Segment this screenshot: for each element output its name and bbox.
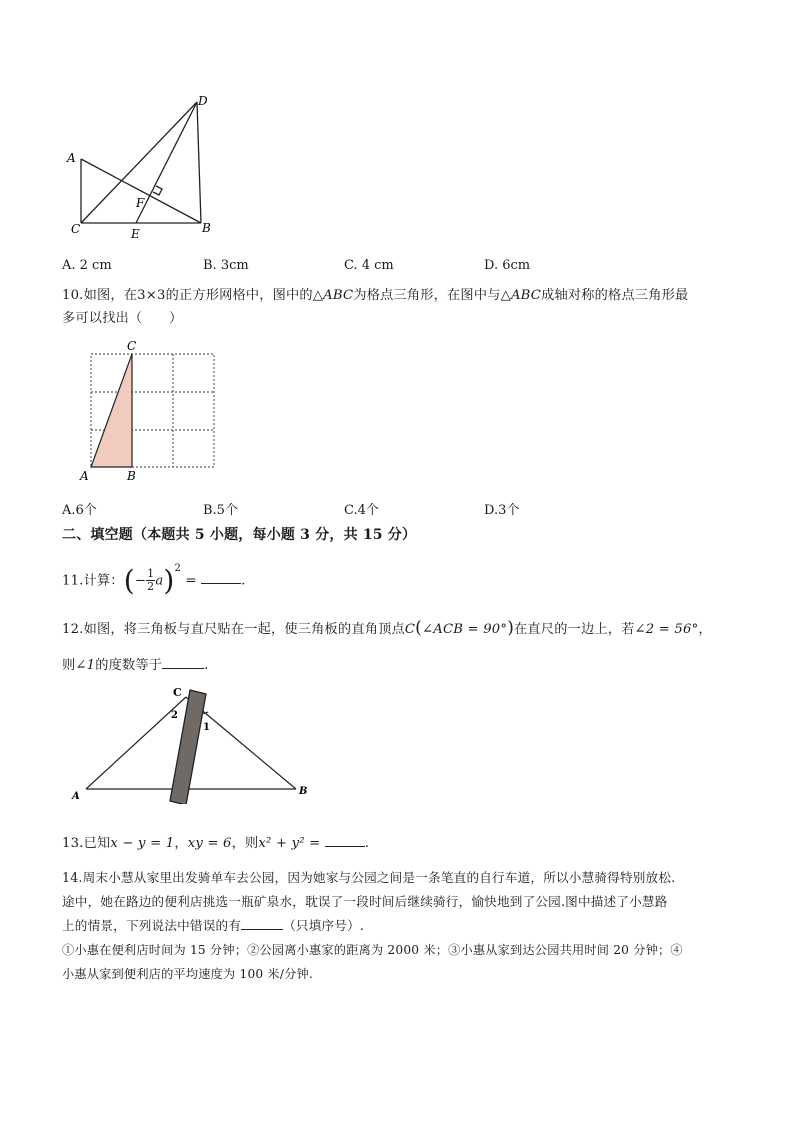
q9-option-b: B. 3cm [203, 258, 249, 273]
label-b: B [299, 786, 308, 797]
label-c: C [127, 339, 137, 353]
q9-option-d: D. 6cm [484, 258, 531, 273]
label-a: A [67, 151, 76, 165]
q10-option-a: A.6个 [62, 503, 97, 518]
q10-option-c: C.4个 [344, 503, 379, 518]
q14-line5: 小惠从家到便利店的平均速度为 100 米/分钟. [62, 967, 313, 981]
label-b: B [202, 221, 211, 235]
figure-q12 [62, 682, 322, 804]
label-f: F [136, 196, 145, 210]
q10-line1: 10.如图，在3×3的正方形网格中，图中的△ABC为格点三角形，在图中与△ABC成轴对称的格点三角形最 [62, 288, 689, 303]
q14-line1: 14.周末小慧从家里出发骑单车去公园，因为她家与公园之间是一条笔直的自行车道，所以小慧骑得特别放松. [62, 870, 676, 885]
q14-line4: ①小惠在便利店时间为 15 分钟；②公园离小惠家的距离为 2000 米；③小惠从家到达公园共用时间 20 分钟；④ [62, 943, 683, 957]
segment-db [197, 102, 201, 223]
q12-line1: 12.如图，将三角板与直尺贴在一起，使三角板的直角顶点C(∠ACB = 90°)在直尺的一边上，若∠2 = 56°， [62, 618, 712, 638]
figure-q10-grid [72, 334, 222, 484]
answer-blank [201, 571, 241, 584]
label-a: A [72, 791, 80, 802]
answer-blank [241, 917, 283, 930]
answer-blank [162, 656, 204, 669]
label-angle-2: 2 [171, 710, 178, 721]
label-c: C [173, 686, 182, 699]
answer-blank [325, 834, 365, 847]
q9-option-c: C. 4 cm [344, 258, 394, 273]
q13-line: 13.已知x − y = 1，xy = 6，则x² + y² = . [62, 836, 370, 851]
label-angle-1: 1 [203, 722, 210, 733]
fraction-one-half: $\frac{1}{2}$ [147, 567, 155, 594]
label-b: B [127, 469, 136, 483]
q11-line: 11.计算：(− $\frac{1}{2}$ a)$^2$ = . [62, 563, 246, 597]
triangle-abc [91, 354, 132, 467]
q12-line2: 则∠1的度数等于 . [62, 658, 209, 673]
label-c: C [71, 222, 81, 236]
q10-option-d: D.3个 [484, 503, 520, 518]
section-heading: 二、填空题（本题共 5 小题，每小题 3 分，共 15 分） [62, 527, 417, 543]
figure-q9 [60, 92, 220, 242]
q10-option-b: B.5个 [203, 503, 238, 518]
label-a: A [80, 469, 89, 483]
q14-line2: 途中，她在路边的便利店挑选一瓶矿泉水，耽误了一段时间后继续骑行，愉快地到了公园.图中描述了小慧路 [62, 894, 668, 909]
q10-line2: 多可以找出（ ） [62, 311, 183, 326]
label-e: E [131, 227, 140, 241]
q9-option-a: A. 2 cm [62, 258, 112, 273]
q14-line3: 上的情景，下列说法中错误的有 （只填序号）. [62, 918, 365, 933]
label-d: D [198, 94, 208, 108]
